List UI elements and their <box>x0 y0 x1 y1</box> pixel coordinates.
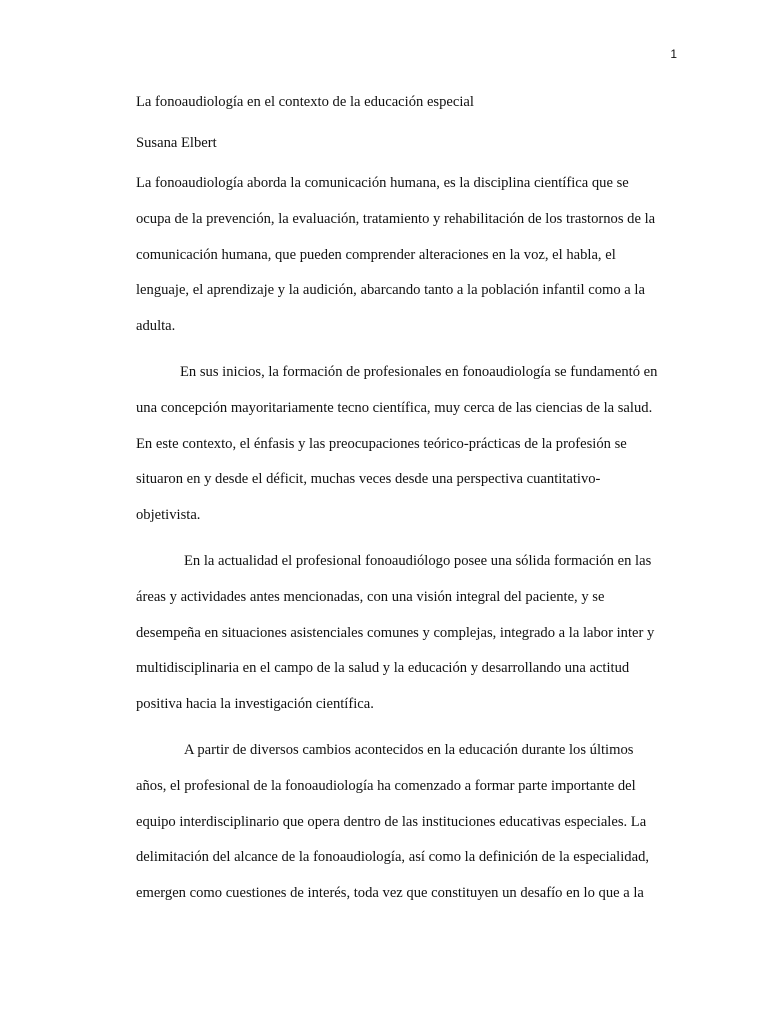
paragraph-line: En este contexto, el énfasis y las preocupaciones teórico-prácticas de la profesión se <box>136 435 627 452</box>
paragraph-line: adulta. <box>136 318 176 335</box>
paragraph-line: áreas y actividades antes mencionadas, con una visión integral del paciente, y se <box>136 588 605 605</box>
paragraph-line: comunicación humana, que pueden comprender alteraciones en la voz, el habla, el <box>136 246 616 263</box>
paragraph-2 <box>136 355 677 534</box>
paragraph-3 <box>136 544 677 723</box>
paragraph-line: En la actualidad el profesional fonoaudiólogo posee una sólida formación en las <box>184 552 652 569</box>
paragraph-line: multidisciplinaria en el campo de la salud y la educación y desarrollando una actitud <box>136 660 630 677</box>
paragraph-line: lenguaje, el aprendizaje y la audición, abarcando tanto a la población infantil como a la <box>136 282 645 299</box>
paragraph-line: En sus inicios, la formación de profesionales en fonoaudiología se fundamentó en <box>180 363 658 380</box>
paragraph-line: delimitación del alcance de la fonoaudiología, así como la definición de la especialidad, <box>136 849 650 866</box>
paragraph-line: desempeña en situaciones asistenciales comunes y complejas, integrado a la labor inter y <box>136 624 655 641</box>
paragraph-line: positiva hacia la investigación científica. <box>136 696 374 713</box>
paragraph-line: emergen como cuestiones de interés, toda vez que constituyen un desafío en lo que a la <box>136 885 644 902</box>
paragraph-line: equipo interdisciplinario que opera dentro de las instituciones educativas especiales. La <box>136 813 647 830</box>
paragraph-line: años, el profesional de la fonoaudiología ha comenzado a formar parte importante del <box>136 777 636 794</box>
paragraph-line: ocupa de la prevención, la evaluación, tratamiento y rehabilitación de los trastornos de la <box>136 210 656 227</box>
page-number: 1 <box>670 47 677 61</box>
document-body <box>136 84 677 912</box>
document-author: Susana Elbert <box>136 135 217 151</box>
document-title: La fonoaudiología en el contexto de la educación especial <box>136 94 474 110</box>
paragraph-1 <box>136 166 677 345</box>
paragraph-line: La fonoaudiología aborda la comunicación humana, es la disciplina científica que se <box>136 175 629 191</box>
paragraph-line: A partir de diversos cambios acontecidos en la educación durante los últimos <box>184 741 634 758</box>
paragraph-line: una concepción mayoritariamente tecno científica, muy cerca de las ciencias de la salud. <box>136 399 653 416</box>
paragraph-line: situaron en y desde el déficit, muchas veces desde una perspectiva cuantitativo- <box>136 471 601 488</box>
paragraph-4 <box>136 733 677 912</box>
paragraph-line: objetivista. <box>136 507 201 524</box>
